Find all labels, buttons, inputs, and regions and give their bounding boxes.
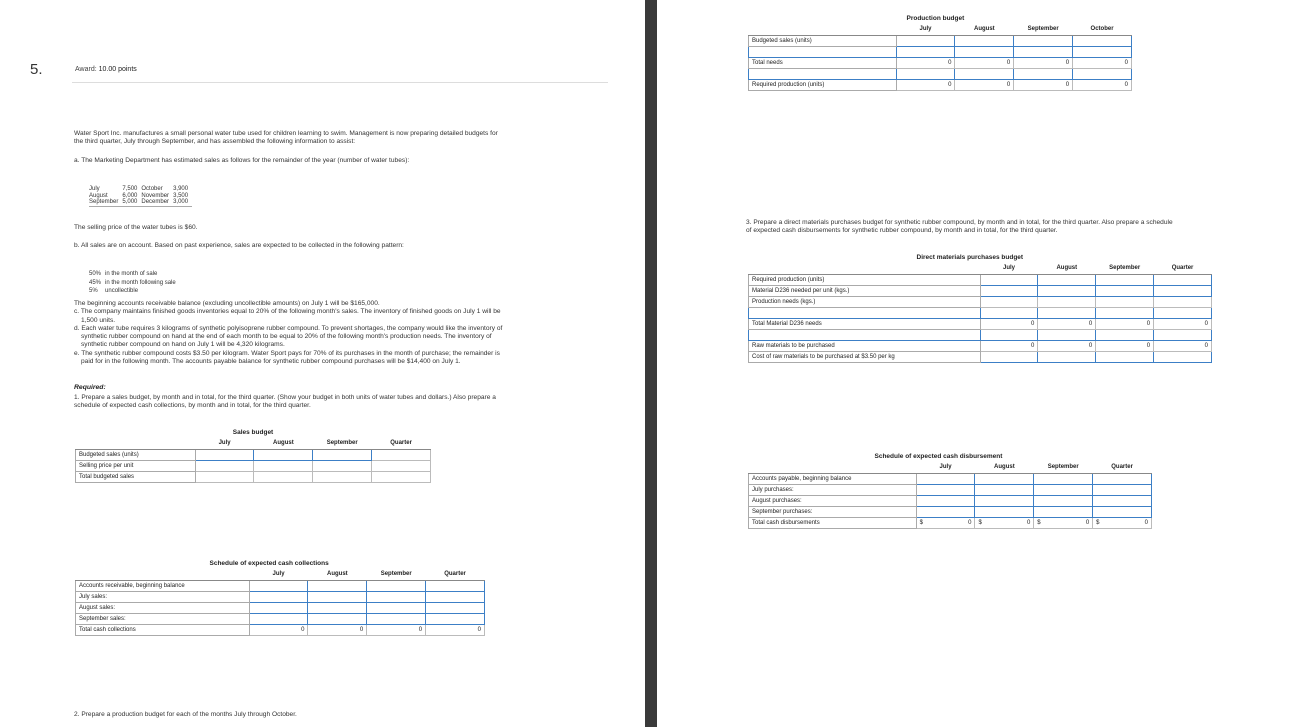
answer-input[interactable] — [1154, 307, 1212, 318]
estimate-cell: 5,000 — [122, 199, 141, 206]
currency-wrap — [978, 520, 1030, 526]
answer-input[interactable] — [1038, 307, 1096, 318]
pattern-pct: 5% — [89, 288, 98, 294]
row-label: Accounts receivable, beginning balance — [76, 580, 250, 591]
selling-price-text: The selling price of the water tubes is $60. — [74, 224, 198, 231]
answer-input-label[interactable] — [749, 329, 981, 340]
currency-wrap — [1037, 520, 1089, 526]
question-number: 5. — [30, 61, 43, 78]
answer-input[interactable] — [249, 580, 308, 591]
currency-symbol: $ — [919, 519, 924, 526]
column-header: October — [1073, 24, 1132, 35]
empty-cell — [195, 460, 254, 471]
answer-input[interactable] — [916, 473, 975, 484]
table-row — [749, 351, 1212, 362]
award-line — [75, 66, 137, 73]
answer-input[interactable] — [308, 591, 367, 602]
answer-input[interactable] — [1093, 484, 1152, 495]
answer-input[interactable] — [1096, 285, 1154, 296]
empty-cell — [980, 296, 1038, 307]
answer-input[interactable] — [1093, 473, 1152, 484]
answer-input[interactable] — [975, 495, 1034, 506]
answer-input[interactable] — [1096, 274, 1154, 285]
answer-input[interactable] — [367, 602, 426, 613]
ar-text: The beginning accounts receivable balance (excluding uncollectible amounts) on July 1 will be $165,000. — [74, 300, 380, 307]
pattern-pct: 50% — [89, 271, 102, 277]
answer-input[interactable] — [916, 495, 975, 506]
currency-wrap — [1096, 520, 1148, 526]
answer-input[interactable] — [308, 580, 367, 591]
answer-input-label[interactable] — [749, 68, 897, 79]
answer-input[interactable] — [1038, 274, 1096, 285]
answer-input[interactable] — [1034, 506, 1093, 517]
table-row — [749, 79, 1132, 90]
table-row — [76, 591, 485, 602]
computed-value: 0 — [1014, 79, 1073, 90]
empty-cell — [1096, 296, 1154, 307]
currency-symbol: $ — [978, 519, 982, 526]
pattern-desc: in the month following sale — [105, 279, 176, 286]
answer-input[interactable] — [367, 613, 426, 624]
answer-input[interactable] — [1093, 495, 1152, 506]
empty-cell — [195, 471, 254, 482]
currency-wrap — [920, 520, 972, 526]
answer-input[interactable] — [975, 484, 1034, 495]
pattern-desc: uncollectible — [105, 288, 139, 294]
column-header: July — [916, 462, 975, 473]
estimate-cell: July — [89, 186, 100, 192]
row-label: September sales: — [76, 613, 250, 624]
table-row — [749, 495, 1152, 506]
answer-input-label[interactable] — [749, 46, 897, 57]
item-c: c. The company maintains finished goods inventories equal to 20% of the following month's sales. The inventory of finished goods on July 1 will be — [74, 308, 501, 316]
computed-value: 0 — [1154, 318, 1212, 329]
answer-input[interactable] — [1154, 285, 1212, 296]
item-e-cont: paid for in the following month. The accounts payable balance for synthetic rubber compound purchases will be $14,400 on July 1. — [81, 358, 461, 366]
estimate-cell: December — [141, 199, 173, 206]
table-row — [749, 68, 1132, 79]
answer-input[interactable] — [955, 68, 1014, 79]
empty-cell — [372, 471, 431, 482]
answer-input[interactable] — [313, 449, 372, 460]
item-c-cont: 1,500 units. — [81, 316, 116, 324]
sales-budget-title: Sales budget — [232, 429, 274, 436]
answer-input[interactable] — [980, 307, 1038, 318]
table-row — [749, 340, 1212, 351]
pattern-row — [89, 287, 180, 296]
pattern-desc: in the month of sale — [105, 271, 158, 277]
row-label: Accounts payable, beginning balance — [749, 473, 917, 484]
computed-value — [1093, 517, 1152, 528]
computed-value: 0 — [896, 57, 955, 68]
answer-input[interactable] — [955, 35, 1014, 46]
intro-line: the third quarter, July through September, and has assembled the following information to assist: — [74, 138, 356, 146]
table-row — [76, 449, 431, 460]
answer-input[interactable] — [426, 591, 485, 602]
answer-input[interactable] — [916, 506, 975, 517]
computed-value: 0 — [955, 79, 1014, 90]
estimate-cell: August — [89, 192, 108, 199]
pattern-pct: 45% — [89, 279, 102, 286]
answer-input[interactable] — [367, 591, 426, 602]
intro-paragraph — [74, 130, 614, 147]
answer-input[interactable] — [896, 46, 955, 57]
computed-value — [975, 517, 1034, 528]
column-header: July — [980, 263, 1038, 274]
answer-input[interactable] — [195, 449, 254, 460]
computed-value: 0 — [1038, 318, 1096, 329]
requirement-2: 2. Prepare a production budget for each of the months July through October. — [74, 711, 297, 718]
estimate-cell: October — [141, 186, 163, 192]
total-row — [749, 517, 1152, 528]
page-divider — [645, 0, 657, 727]
computed-value: 0 — [1096, 318, 1154, 329]
estimate-row — [89, 199, 192, 206]
requirement-3 — [746, 219, 1286, 236]
answer-input[interactable] — [1034, 495, 1093, 506]
table-row — [76, 602, 485, 613]
required-label: Required: — [74, 384, 106, 391]
answer-input[interactable] — [1096, 351, 1154, 362]
requirement-1 — [74, 394, 614, 411]
answer-input[interactable] — [896, 68, 955, 79]
item-d: d. Each water tube requires 3 kilograms of synthetic polyisoprene rubber compound. To prevent shortages, the company would like the inventory of — [74, 324, 503, 332]
award-points: 10.00 points — [98, 66, 137, 73]
row-label: Budgeted sales (units) — [749, 35, 897, 46]
empty-cell — [313, 460, 372, 471]
header-rule — [72, 82, 608, 83]
req1-line: 1. Prepare a sales budget, by month and in total, for the third quarter. (Show your budget in both units of water tubes and dollars.) Also prepare a — [74, 394, 496, 401]
estimate-cell: 6,000 — [122, 192, 138, 199]
row-label: Raw materials to be purchased — [749, 340, 981, 351]
answer-input[interactable] — [896, 35, 955, 46]
table-row — [749, 484, 1152, 495]
answer-input[interactable] — [1014, 35, 1073, 46]
cash-collections-title: Schedule of expected cash collections — [209, 560, 329, 567]
row-label: August sales: — [76, 602, 250, 613]
answer-input[interactable] — [1034, 484, 1093, 495]
answer-input[interactable] — [249, 613, 308, 624]
req3-line: of expected cash disbursements for synthetic rubber compound, by month and in total, for the third quarter. — [746, 227, 1058, 235]
answer-input[interactable] — [1038, 285, 1096, 296]
answer-input[interactable] — [367, 580, 426, 591]
column-header: July — [249, 569, 308, 580]
computed-value — [1034, 517, 1093, 528]
row-label: September purchases: — [749, 506, 917, 517]
computed-value: 0 — [980, 318, 1038, 329]
answer-input[interactable] — [975, 506, 1034, 517]
row-label: Total budgeted sales — [76, 471, 196, 482]
answer-input[interactable] — [980, 351, 1038, 362]
table-row — [749, 285, 1212, 296]
row-label: Material D236 needed per unit (kgs.) — [749, 285, 981, 296]
total-value: 0 — [968, 519, 972, 526]
total-value: 0 — [1144, 519, 1148, 526]
computed-value: 0 — [1096, 340, 1154, 351]
item-a: a. The Marketing Department has estimated sales as follows for the remainder of the year (number of water tubes): — [74, 157, 410, 164]
answer-input[interactable] — [975, 473, 1034, 484]
column-header: Quarter — [1093, 462, 1152, 473]
table-row — [749, 307, 1212, 318]
answer-input[interactable] — [1073, 46, 1132, 57]
column-header: September — [1096, 263, 1154, 274]
column-header: Quarter — [1154, 263, 1212, 274]
computed-value: 0 — [308, 624, 367, 635]
answer-input[interactable] — [916, 484, 975, 495]
table-row — [76, 460, 431, 471]
empty-cell — [1154, 296, 1212, 307]
column-header: Quarter — [426, 569, 485, 580]
collection-pattern-table — [89, 270, 180, 296]
empty-cell — [1038, 296, 1096, 307]
item-b: b. All sales are on account. Based on past experience, sales are expected to be collected in the following pattern: — [74, 242, 404, 249]
cash-disbursement-title: Schedule of expected cash disbursement — [874, 453, 1003, 460]
computed-value: 0 — [1038, 340, 1096, 351]
answer-input[interactable] — [426, 580, 485, 591]
column-header: September — [313, 438, 372, 449]
estimate-cell: 7,500 — [122, 186, 138, 192]
answer-input[interactable] — [1034, 473, 1093, 484]
table-row — [749, 318, 1212, 329]
answer-input[interactable] — [1073, 35, 1132, 46]
table-row — [749, 473, 1152, 484]
answer-input[interactable] — [1096, 329, 1154, 340]
answer-input[interactable] — [426, 613, 485, 624]
empty-cell — [254, 471, 313, 482]
answer-input[interactable] — [1038, 329, 1096, 340]
pattern-row — [89, 279, 180, 288]
answer-input[interactable] — [980, 329, 1038, 340]
table-row — [76, 471, 431, 482]
answer-input[interactable] — [426, 602, 485, 613]
row-label: Production needs (kgs.) — [749, 296, 981, 307]
answer-input[interactable] — [980, 285, 1038, 296]
item-d-cont: synthetic rubber compound on hand on July 1 will be 4,320 kilograms. — [81, 341, 285, 349]
row-label: Total cash disbursements — [749, 517, 917, 528]
item-e: e. The synthetic rubber compound costs $3.50 per kilogram. Water Sport pays for 70% of its purchases in the month of purchase; the remainder is — [74, 349, 500, 357]
column-header: August — [254, 438, 313, 449]
row-label: Total needs — [749, 57, 897, 68]
answer-input[interactable] — [955, 46, 1014, 57]
table-row — [749, 35, 1132, 46]
answer-input[interactable] — [1073, 68, 1132, 79]
answer-input[interactable] — [1093, 506, 1152, 517]
table-row — [76, 613, 485, 624]
estimate-cell: 3,900 — [173, 186, 189, 192]
computed-value: 0 — [1073, 57, 1132, 68]
cash-collections-table — [75, 558, 485, 636]
empty-cell — [372, 449, 431, 460]
column-header: August — [308, 569, 367, 580]
req3-line: 3. Prepare a direct materials purchases budget for synthetic rubber compound, by month and in total, for the third quarter. Also prepare a schedule — [746, 219, 1173, 226]
computed-value: 0 — [1014, 57, 1073, 68]
estimate-cell: November — [141, 192, 170, 199]
column-header: July — [896, 24, 955, 35]
computed-value: 0 — [367, 624, 426, 635]
answer-input[interactable] — [1014, 68, 1073, 79]
column-header: August — [975, 462, 1034, 473]
computed-value: 0 — [896, 79, 955, 90]
column-header: September — [1014, 24, 1073, 35]
empty-cell — [254, 460, 313, 471]
answer-input[interactable] — [1038, 351, 1096, 362]
answer-input[interactable] — [254, 449, 313, 460]
column-header: September — [1034, 462, 1093, 473]
table-row — [749, 46, 1132, 57]
award-label: Award: — [75, 66, 97, 73]
computed-value: 0 — [1154, 340, 1212, 351]
empty-cell — [313, 471, 372, 482]
answer-input[interactable] — [308, 602, 367, 613]
sales-estimates-table — [89, 186, 192, 207]
row-label: Required production (units) — [749, 274, 981, 285]
total-value: 0 — [1026, 519, 1031, 526]
column-header: September — [367, 569, 426, 580]
row-label: Selling price per unit — [76, 460, 196, 471]
row-label: Budgeted sales (units) — [76, 449, 196, 460]
computed-value: 0 — [955, 57, 1014, 68]
computed-value: 0 — [249, 624, 308, 635]
pattern-row — [89, 270, 180, 279]
empty-cell — [372, 460, 431, 471]
column-header: August — [955, 24, 1014, 35]
table-row — [749, 274, 1212, 285]
answer-input-label[interactable] — [749, 307, 981, 318]
answer-input[interactable] — [308, 613, 367, 624]
estimate-cell: 3,500 — [173, 192, 189, 199]
req1-line: schedule of expected cash collections, by month and in total, for the third quarter. — [74, 402, 311, 410]
table-row — [76, 580, 485, 591]
production-budget-table — [748, 13, 1132, 91]
computed-value: 0 — [980, 340, 1038, 351]
sales-budget-table — [75, 427, 431, 483]
estimate-cell: 3,000 — [173, 199, 192, 206]
row-label: July sales: — [76, 591, 250, 602]
column-header: July — [195, 438, 254, 449]
total-value: 0 — [1085, 519, 1090, 526]
column-header: Quarter — [372, 438, 431, 449]
row-label: Cost of raw materials to be purchased at $3.50 per kg — [749, 351, 981, 362]
production-budget-title: Production budget — [906, 15, 965, 22]
answer-input[interactable] — [249, 602, 308, 613]
row-label: Required production (units) — [749, 79, 897, 90]
materials-budget-table — [748, 252, 1212, 363]
table-row — [749, 296, 1212, 307]
answer-input[interactable] — [1154, 274, 1212, 285]
table-row — [749, 57, 1132, 68]
table-row — [749, 329, 1212, 340]
column-header: August — [1038, 263, 1096, 274]
cash-disbursement-table — [748, 451, 1152, 529]
answer-input[interactable] — [1154, 329, 1212, 340]
table-row — [749, 506, 1152, 517]
item-d-cont: synthetic rubber compound on hand at the end of each month to be equal to 20% of the following month's production needs. The inventory of — [81, 333, 492, 341]
computed-value: 0 — [1073, 79, 1132, 90]
row-label: Total cash collections — [76, 624, 250, 635]
answer-input[interactable] — [249, 591, 308, 602]
currency-symbol: $ — [1037, 519, 1041, 526]
answer-input[interactable] — [1014, 46, 1073, 57]
computed-value — [916, 517, 975, 528]
computed-value: 0 — [426, 624, 485, 635]
row-label: Total Material D236 needs — [749, 318, 981, 329]
materials-budget-title: Direct materials purchases budget — [916, 254, 1024, 261]
row-label: July purchases: — [749, 484, 917, 495]
row-label: August purchases: — [749, 495, 917, 506]
answer-input[interactable] — [1096, 307, 1154, 318]
currency-symbol: $ — [1096, 519, 1100, 526]
answer-input[interactable] — [980, 274, 1038, 285]
total-row — [76, 624, 485, 635]
intro-line: Water Sport Inc. manufactures a small personal water tube used for children learning to swim. Management is now preparing detailed budgets for — [74, 130, 498, 137]
items-c-e — [74, 300, 614, 366]
answer-input[interactable] — [1154, 351, 1212, 362]
estimate-cell: September — [89, 199, 122, 206]
